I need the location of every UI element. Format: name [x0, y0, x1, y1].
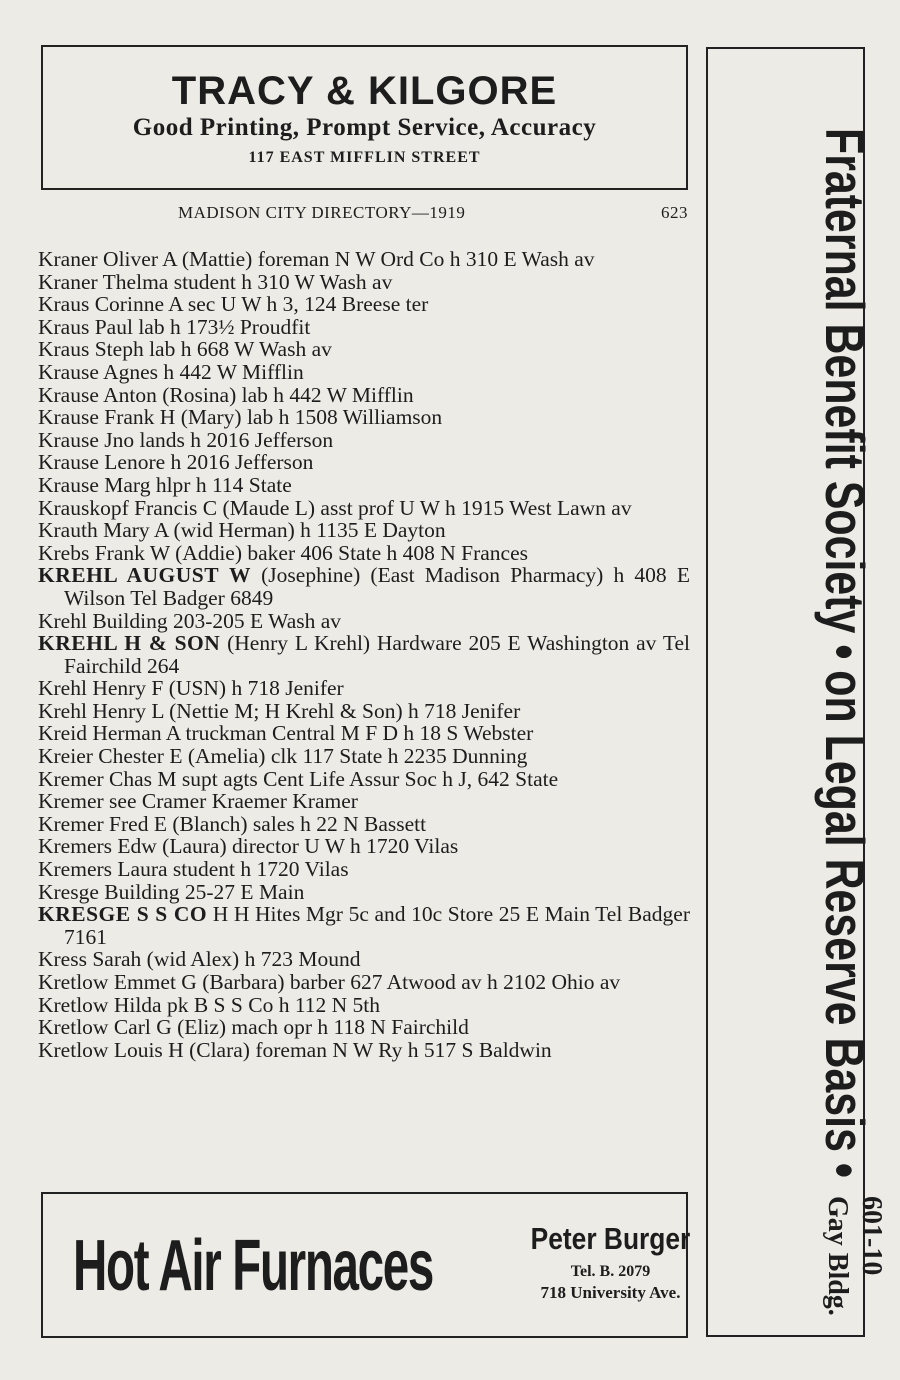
entry-text: Krauth Mary A (wid Herman) h 1135 E Dayton	[38, 518, 446, 543]
directory-entry	[38, 768, 690, 791]
bullet-separator: •	[814, 644, 876, 660]
directory-entry	[38, 293, 690, 316]
entry-bold-name: KREHL H & SON	[38, 631, 221, 656]
fraternal-benefit-advertisement	[706, 47, 887, 1337]
directory-entry	[38, 790, 690, 813]
side-ad-office	[820, 1196, 888, 1316]
directory-title: MADISON CITY DIRECTORY—1919	[178, 203, 466, 222]
entry-text: Krehl Henry F (USN) h 718 Jenifer	[38, 676, 344, 701]
entry-text: Kreier Chester E (Amelia) clk 117 State h 2235 Dunning	[38, 744, 528, 769]
page-number: 623	[661, 203, 688, 222]
entry-text: Kraus Paul lab h 173½ Proudfit	[38, 314, 311, 339]
entry-text: Krause Jno lands h 2016 Jefferson	[38, 427, 334, 452]
side-ad-part1: Fraternal Benefit Society	[814, 128, 876, 634]
directory-entry	[38, 429, 690, 452]
running-header	[178, 203, 688, 225]
entry-text: Krause Frank H (Mary) lab h 1508 Williamson	[38, 405, 443, 430]
entry-text: Kremer Fred E (Blanch) sales h 22 N Bassett	[38, 811, 427, 836]
ad-address: 117 EAST MIFFLIN STREET	[248, 149, 481, 166]
entry-text: Krause Anton (Rosina) lab h 442 W Mifflin	[38, 382, 414, 407]
directory-entry	[38, 903, 690, 948]
entry-text: Krebs Frank W (Addie) baker 406 State h 408 N Frances	[38, 540, 529, 565]
directory-entry	[38, 564, 690, 609]
tracy-kilgore-advertisement	[41, 45, 688, 190]
directory-entry	[38, 384, 690, 407]
ad-firm-name: TRACY & KILGORE	[171, 69, 558, 113]
directory-entry	[38, 858, 690, 881]
directory-entry	[38, 316, 690, 339]
entry-text: Kress Sarah (wid Alex) h 723 Mound	[38, 947, 361, 972]
entry-text: H H Hites Mgr 5c and 10c Store 25 E Main Tel Badger 7161	[64, 902, 690, 949]
entry-text: Kraus Corinne A sec U W h 3, 124 Breese ter	[38, 292, 429, 317]
side-ad-slogan	[810, 128, 880, 1189]
entry-text: Krauskopf Francis C (Maude L) asst prof U W h 1915 West Lawn av	[38, 495, 632, 520]
entry-text: Kraner Oliver A (Mattie) foreman N W Ord Co h 310 E Wash av	[38, 247, 595, 271]
entry-bold-name: KRESGE S S CO	[38, 902, 208, 927]
entry-text: Kreid Herman A truckman Central M F D h 18 S Webster	[38, 721, 534, 746]
ad-telephone: Tel. B. 2079	[570, 1263, 651, 1280]
entry-text: (Josephine) (East Madison Pharmacy) h 408 E Wilson Tel Badger 6849	[64, 563, 690, 610]
entry-text: Kremers Edw (Laura) director U W h 1720 Vilas	[38, 834, 459, 859]
entry-text: Kresge Building 25-27 E Main	[38, 879, 305, 904]
entry-text: (Henry L Krehl) Hardware 205 E Washington av Tel Fairchild 264	[64, 631, 690, 678]
directory-entry	[38, 632, 690, 677]
entry-text: Kremers Laura student h 1720 Vilas	[38, 857, 349, 882]
directory-entry	[38, 406, 690, 429]
directory-entry	[38, 835, 690, 858]
directory-entry	[38, 542, 690, 565]
directory-entry	[38, 451, 690, 474]
directory-entry	[38, 722, 690, 745]
entry-text: Kremer Chas M supt agts Cent Life Assur Soc h J, 642 State	[38, 766, 559, 791]
directory-entry	[38, 497, 690, 520]
entry-text: Krehl Henry L (Nettie M; H Krehl & Son) h 718 Jenifer	[38, 698, 521, 723]
directory-listings	[38, 248, 690, 1061]
entry-text: Krause Agnes h 442 W Mifflin	[38, 359, 304, 384]
entry-text: Krehl Building 203-205 E Wash av	[38, 608, 342, 633]
directory-entry	[38, 700, 690, 723]
entry-text: Kretlow Louis H (Clara) foreman N W Ry h 517 S Baldwin	[38, 1037, 552, 1062]
entry-text: Kraner Thelma student h 310 W Wash av	[38, 269, 393, 294]
directory-entry	[38, 948, 690, 971]
directory-entry	[38, 610, 690, 633]
side-ad-rotated-text	[728, 94, 888, 1316]
directory-entry	[38, 971, 690, 994]
directory-entry	[38, 994, 690, 1017]
directory-entry	[38, 248, 690, 271]
directory-entry	[38, 361, 690, 384]
directory-entry	[38, 474, 690, 497]
entry-text: Kremer see Cramer Kraemer Kramer	[38, 789, 358, 814]
entry-text: Kraus Steph lab h 668 W Wash av	[38, 337, 332, 362]
side-ad-room-numbers: 601-10	[856, 1196, 887, 1276]
directory-entry	[38, 1016, 690, 1039]
directory-entry	[38, 1039, 690, 1062]
directory-entry	[38, 338, 690, 361]
ad-slogan: Good Printing, Prompt Service, Accuracy	[132, 114, 597, 141]
entry-text: Kretlow Emmet G (Barbara) barber 627 Atwood av h 2102 Ohio av	[38, 970, 621, 994]
ad-street-address: 718 University Ave.	[540, 1283, 681, 1302]
side-ad-building: Gay Bldg.	[822, 1196, 853, 1316]
bullet-separator: •	[814, 1162, 876, 1178]
directory-entry	[38, 519, 690, 542]
directory-entry	[38, 271, 690, 294]
directory-entry	[38, 813, 690, 836]
hot-air-furnaces-advertisement	[41, 1192, 691, 1338]
directory-entry	[38, 677, 690, 700]
ad-headline: Hot Air Furnaces	[73, 1226, 433, 1306]
directory-entry	[38, 881, 690, 904]
side-ad-part2: on Legal Reserve Basis	[814, 670, 876, 1152]
ad-proprietor-name: Peter Burger	[530, 1221, 691, 1256]
entry-text: Kretlow Hilda pk B S S Co h 112 N 5th	[38, 992, 381, 1017]
entry-text: Krause Lenore h 2016 Jefferson	[38, 450, 314, 475]
entry-bold-name: KREHL AUGUST W	[38, 563, 251, 588]
entry-text: Kretlow Carl G (Eliz) mach opr h 118 N Fairchild	[38, 1015, 469, 1040]
directory-entry	[38, 745, 690, 768]
entry-text: Krause Marg hlpr h 114 State	[38, 472, 292, 497]
